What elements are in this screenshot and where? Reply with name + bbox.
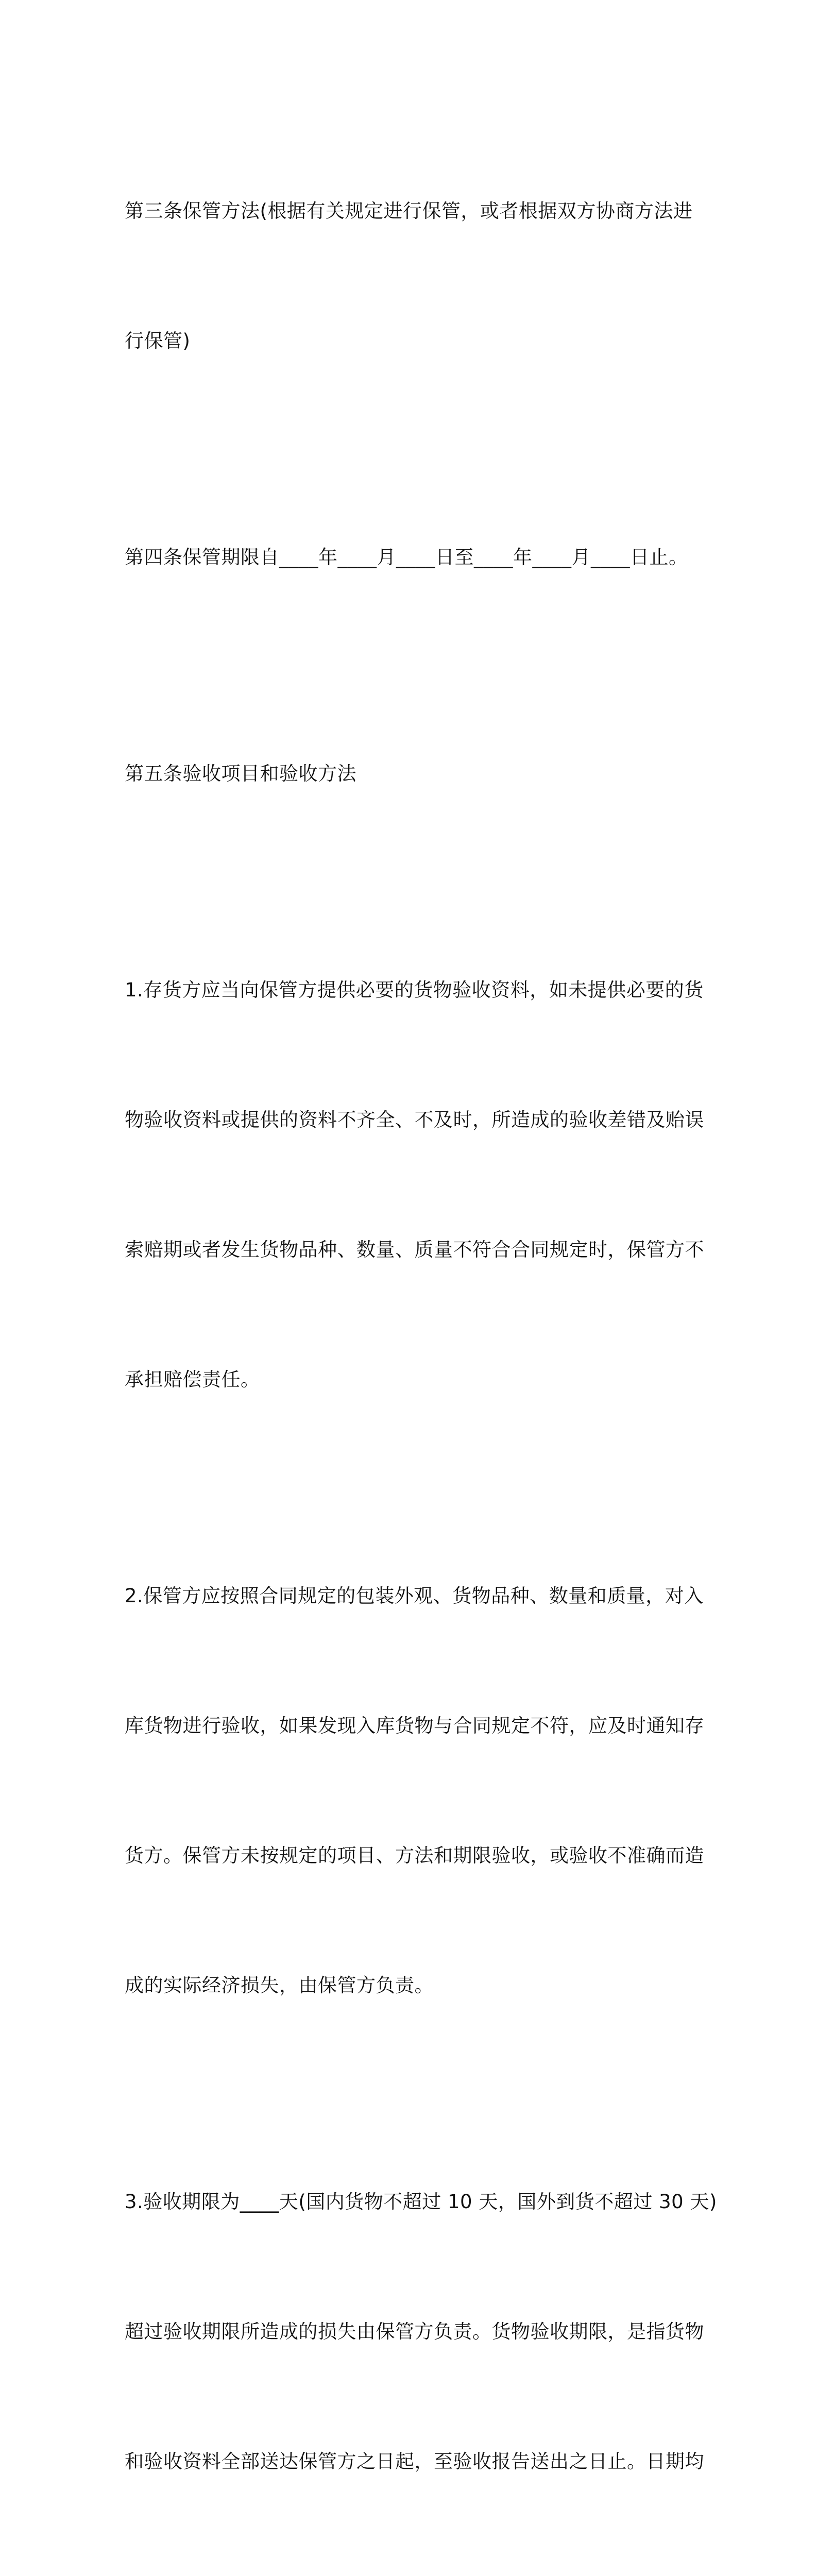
text-line: 成的实际经济损失，由保管方负责。: [125, 1974, 434, 1996]
text-line: 和验收资料全部送达保管方之日起，至验收报告送出之日止。日期均: [125, 2450, 704, 2472]
text-line: 承担赔偿责任。: [125, 1368, 260, 1391]
text-line: 索赔期或者发生货物品种、数量、质量不符合合同规定时，保管方不: [125, 1239, 704, 1261]
article-5-heading: [125, 666, 702, 882]
text-line: 行保管): [125, 330, 191, 352]
text-line: 第五条验收项目和验收方法: [125, 762, 356, 785]
document-page: [125, 103, 717, 2576]
text-line: 库货物进行验收，如果发现入库货物与合同规定不符，应及时通知存: [125, 1715, 704, 1737]
text-line: 第三条保管方法(根据有关规定进行保管，或者根据双方协商方法进: [125, 200, 693, 222]
text-line: 货方。保管方未按规定的项目、方法和期限验收，或验收不准确而造: [125, 1844, 704, 1867]
text-line: 2.保管方应按照合同规定的包装外观、货物品种、数量和质量，对入: [125, 1585, 704, 1607]
text-line: 1.存货方应当向保管方提供必要的货物验收资料，如未提供必要的货: [125, 979, 704, 1001]
text-line: 物验收资料或提供的资料不齐全、不及时，所造成的验收差错及贻误: [125, 1109, 704, 1131]
article-5-item-2: [125, 1488, 702, 2094]
text-line: 3.验收期限为____天(国内货物不超过 10 天，国外到货不超过 30 天): [125, 2191, 717, 2213]
text-line: 第四条保管期限自____年____月____日至____年____月____日止。: [125, 546, 688, 568]
article-3-paragraph: [125, 103, 702, 449]
text-line: [125, 2570, 702, 2576]
article-4-paragraph: [125, 449, 702, 666]
article-5-item-1: [125, 882, 702, 1488]
text-line: 超过验收期限所造成的损失由保管方负责。货物验收期限，是指货物: [125, 2320, 704, 2343]
article-5-item-3: [125, 2094, 717, 2576]
